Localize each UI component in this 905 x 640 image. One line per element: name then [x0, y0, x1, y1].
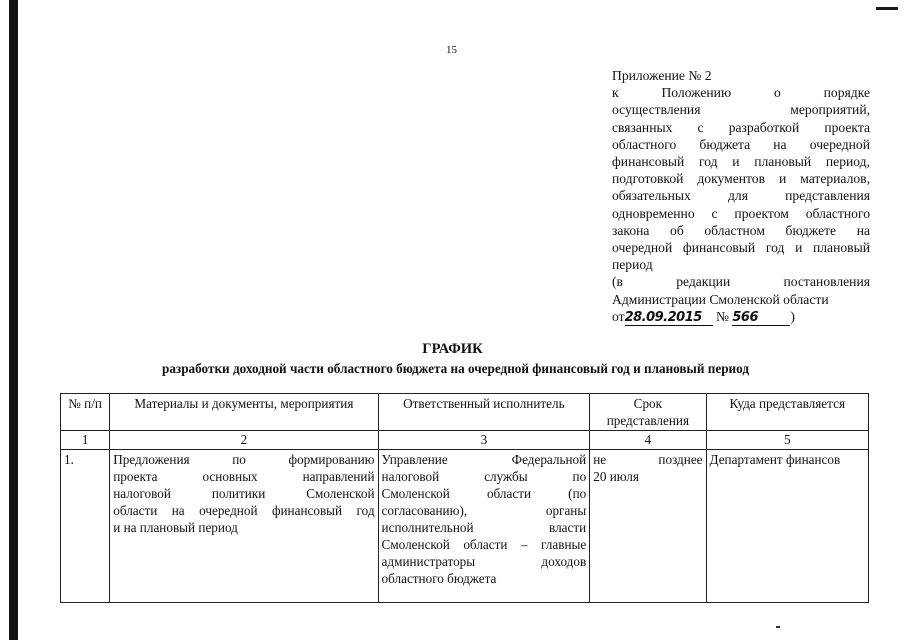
- materials-line: области на очередной финансовый год: [113, 503, 375, 518]
- header-cell-recipient: Куда представляется: [706, 394, 868, 431]
- closing-paren: ): [790, 308, 795, 324]
- scan-mark: [876, 7, 898, 10]
- table-row: [61, 450, 869, 603]
- appendix-line: областного бюджета на очередной: [612, 136, 870, 152]
- appendix-signature-line: [612, 308, 870, 326]
- handwritten-number: 566: [732, 311, 790, 326]
- handwritten-date: 28.09.2015: [625, 311, 713, 326]
- appendix-line: закона об областном бюджете на: [612, 222, 870, 238]
- materials-line: Предложения по формированию: [113, 452, 375, 467]
- column-number: 2: [110, 431, 378, 450]
- appendix-line: финансовый год и плановый период,: [612, 154, 870, 170]
- appendix-line: обязательных для представления: [612, 188, 870, 204]
- row-recipient: Департамент финансов: [706, 450, 868, 603]
- header-cell-number: № п/п: [61, 394, 110, 431]
- appendix-line: очередной финансовый год и плановый: [612, 240, 870, 256]
- column-number-row: [61, 431, 869, 450]
- appendix-line: Администрации Смоленской области: [612, 291, 829, 307]
- header-cell-deadline: Срок представления: [590, 394, 706, 431]
- executor-line: областного бюджета: [381, 571, 497, 586]
- column-number: 3: [378, 431, 590, 450]
- executor-line: согласованию), органы: [381, 503, 587, 518]
- appendix-line: (в редакции постановления: [612, 274, 870, 290]
- number-label: №: [715, 308, 729, 324]
- appendix-title: Приложение № 2: [612, 68, 712, 83]
- materials-line: и на плановый период: [113, 520, 238, 535]
- scan-speck: [776, 626, 780, 628]
- appendix-line: связанных с разработкой проекта: [612, 119, 870, 135]
- appendix-line: к Положению о порядке: [612, 85, 870, 101]
- executor-line: Управление Федеральной: [381, 452, 587, 467]
- appendix-header: [612, 67, 870, 326]
- appendix-line: подготовкой документов и материалов,: [612, 171, 870, 187]
- column-number: 1: [61, 431, 110, 450]
- schedule-table: [60, 393, 869, 603]
- header-cell-executor: Ответственный исполнитель: [378, 394, 590, 431]
- row-materials: [110, 450, 378, 603]
- header-cell-materials: Материалы и документы, мероприятия: [110, 394, 378, 431]
- deadline-line: 20 июля: [593, 469, 639, 484]
- page-number: 15: [446, 44, 457, 56]
- executor-line: Смоленской области (по: [381, 486, 587, 501]
- appendix-line: одновременно с проектом областного: [612, 205, 870, 221]
- executor-line: налоговой службы по: [381, 469, 587, 484]
- row-deadline: [590, 450, 706, 603]
- materials-line: налоговой политики Смоленской: [113, 486, 375, 501]
- document-title: ГРАФИК: [422, 341, 483, 357]
- appendix-line: осуществления мероприятий,: [612, 102, 870, 118]
- materials-line: проекта основных направлений: [113, 469, 375, 484]
- from-label: от: [612, 308, 625, 324]
- row-number: 1.: [61, 450, 110, 603]
- row-executor: [378, 450, 590, 603]
- executor-line: администраторы доходов: [381, 554, 587, 569]
- document-subtitle: разработки доходной части областного бюджета на очередной финансовый год и плановый период: [161, 361, 750, 376]
- executor-line: Смоленской области – главные: [381, 537, 587, 552]
- appendix-line: период: [612, 257, 653, 273]
- executor-line: исполнительной власти: [381, 520, 587, 535]
- deadline-line: не позднее: [593, 452, 703, 467]
- scan-edge-bar: [9, 0, 18, 640]
- table-header-row: [61, 394, 869, 431]
- column-number: 5: [706, 431, 868, 450]
- column-number: 4: [590, 431, 706, 450]
